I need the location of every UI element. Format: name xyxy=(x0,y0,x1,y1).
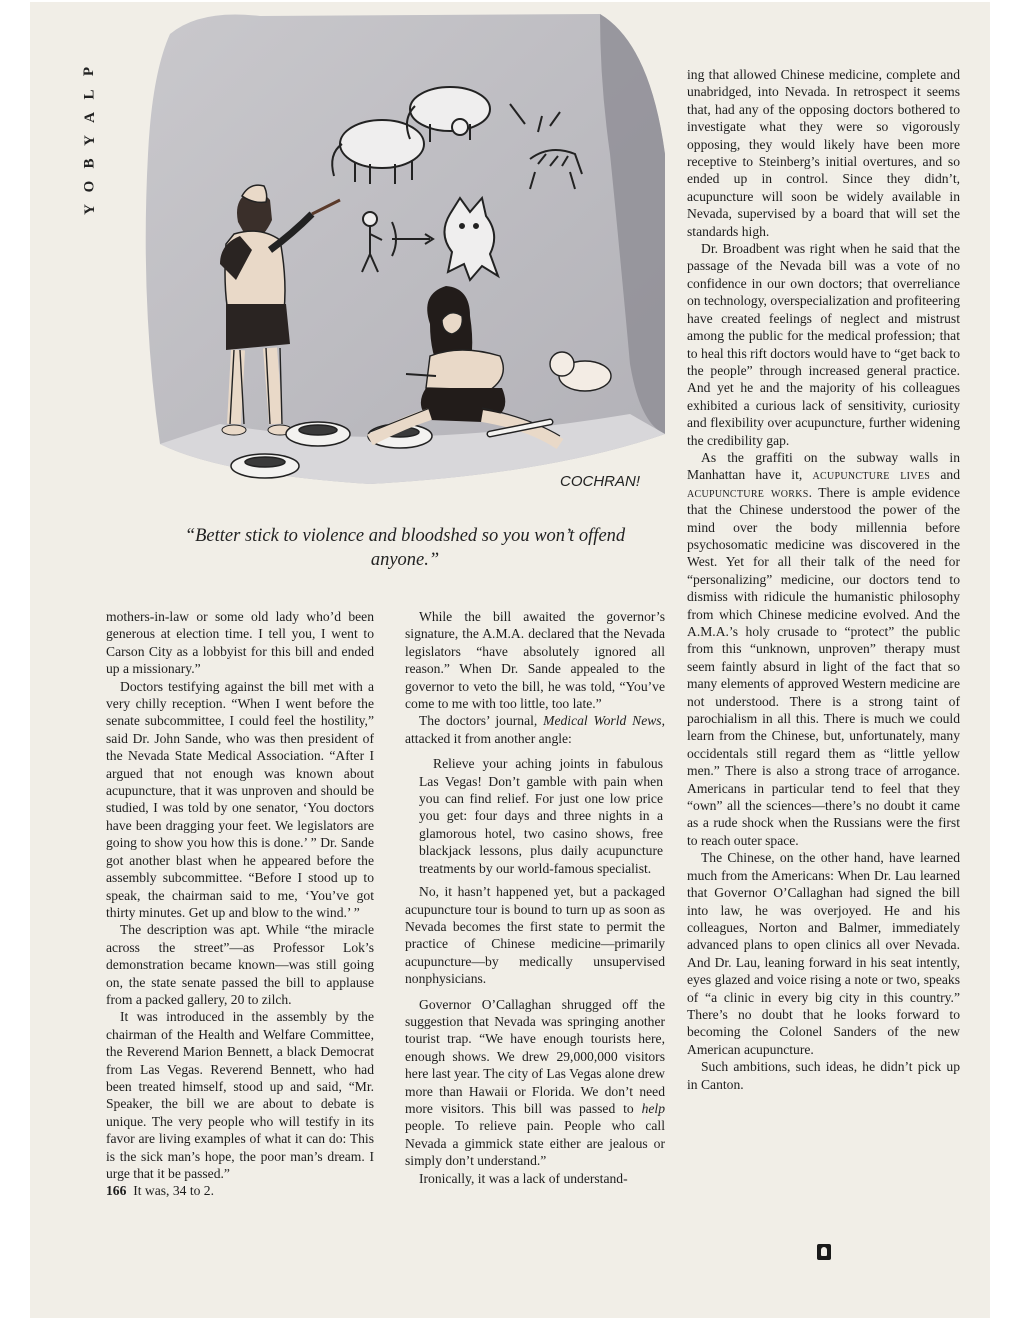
article-column-2 xyxy=(405,608,665,1187)
paragraph: No, it hasn’t happened yet, but a packaged acupuncture tour is bound to turn up as soon as Nevada becomes the first state to permit the practice of Chinese medicine—primarily acupuncture—by medically unsupervised nonphysicians. xyxy=(405,884,665,987)
journal-name: Medical World News xyxy=(543,713,662,729)
paragraph xyxy=(687,449,960,849)
paragraph: It was introduced in the assembly by the chairman of the Health and Welfare Committee, the Reverend Marion Bennett, a black Democrat from Las Vegas. Reverend Bennett, who had been treated himself, stood up and said, “Mr. Speaker, the bill we are about to debate is unique. The very people who will testify in its favor are living examples of what it can do: This is the sick man’s hope, the poor man’s dream. I urge that it be passed.” xyxy=(106,1009,374,1181)
text-run: As the graffiti on the subway walls in Manhattan have it, xyxy=(687,449,960,483)
paragraph: While the bill awaited the governor’s signature, the A.M.A. declared that the Nevada legislators “have absolutely ignored all reason.” When Dr. Sande appealed to the governor to veto the bill, he was told, “You’ve come to me with too little, too late.” xyxy=(405,609,665,712)
text-run: . There is ample evidence that the Chinese understood the power of the mind over the body millennia before psychosomatic medicine was discovered in the West. Yet for all their talk of the need for “personalizing” medicine, our doctors tend to dismiss with ridicule the humanistic philosophy from which Chinese medicine evolved. And the A.M.A.’s holy crusade to “protect” the public from this “unknown, unproven” therapy must seem faintly absurd in light of the fact that so many elements of approved Western medicine are not understood. There is a strong taint of parochialism in all this. There is much we could learn from the Chinese, but, unfortunately, many occidentals still regard them as “little yellow men.” There is also a strong trace of arrogance. Americans in particular tend to feel that they “own” all the sciences—there’s no doubt it came as a rude shock when the Russians were the first to reach outer space. xyxy=(687,484,960,848)
block-quote: Relieve your aching joints in fabulous Las Vegas! Don’t gamble with pain when you can find relief. For just one low price you get: four days and three nights in a glamorous hotel, two casino shows, free blackjack lessons, plus daily acupuncture treatments by our world-famous specialist. xyxy=(419,756,663,876)
article-column-3 xyxy=(687,66,960,1093)
cartoon-illustration xyxy=(130,4,670,494)
paragraph: mothers-in-law or some old lady who’d been generous at election time. I tell you, I went to Carson City as a lobbyist for this bill and ended up a missionary.” xyxy=(106,609,374,677)
cartoon-signature: COCHRAN! xyxy=(560,473,641,490)
paragraph: Doctors testifying against the bill met with a very chilly reception. “When I went before the senate subcommittee, I could feel the hostility,” said Dr. John Sande, who was then president of the Nevada State Medical Association. “After I argued that not enough was known about acupuncture, that it was unproven and should be studied, I was told by one senator, ‘You doctors have been dragging your feet. We legislators are going to show you how this is done.’ ” Dr. Sande got another blast when he appeared before the assembly subcommittee. “Before I stood up to speak, the chairman said to me, ‘You’ve got thirty minutes. Get up and blow to the wind.’ ” xyxy=(106,678,374,920)
magazine-page xyxy=(30,2,990,1318)
graffiti-text: acupuncture lives xyxy=(812,467,931,483)
end-mark-rabbit-icon xyxy=(817,1244,831,1260)
paragraph xyxy=(405,712,665,747)
paragraph: Ironically, it was a lack of understand- xyxy=(419,1170,628,1186)
paragraph: Dr. Broadbent was right when he said that the passage of the Nevada bill was a vote of no confidence in our own doctors; that overreliance on technology, overspecialization and profiteering have created feelings of neglect and mistrust among the public for the medical profession; that to heal this rift doctors would have to “get back to the people” through increased general practice. And yet he and the majority of his colleagues exhibited a curious lack of sensitivity, curiosity and flexibility over acupuncture, further widening the credibility gap. xyxy=(687,241,960,448)
text-run: people. To relieve pain. People who call Nevada a gimmick state either are jealous or simply don’t understand.” xyxy=(405,1118,665,1169)
emphasis: help xyxy=(641,1100,665,1116)
paragraph: It was, 34 to 2. xyxy=(133,1183,214,1199)
paragraph: ing that allowed Chinese medicine, complete and unabridged, into Nevada. In retrospect it seems that, had any of the opposing doctors bothered to investigate what they were so vigorously opposing, they would likely have been more receptive to Steinberg’s initial overtures, and so ended up in control. Since they didn’t, acupuncture will soon be widely available in Nevada, supervised by a board that will set the standards high. xyxy=(687,67,960,239)
paragraph: The description was apt. While “the miracle across the street”—as Professor Lok’s demonstration became known—was still going on, the state senate passed the bill to applause from a packed gallery, 20 to zilch. xyxy=(106,922,374,1007)
paragraph: The Chinese, on the other hand, have learned much from the Americans: When Dr. Lau learned that Governor O’Callaghan had signed the bill into law, he was overjoyed. He and his colleagues, Norton and Balmer, immediately advanced plans to open clinics all over Nevada. And Dr. Lau, leaning forward in his seat intently, eyes glazed and voice rising a note or two, speaks of “a clinic in every big city in this country.” There’s no doubt that he looks forward to becoming the Colonel Sanders of the new American acupuncture. xyxy=(687,850,960,1057)
text-run: and xyxy=(930,467,960,483)
running-head: P L A Y B O Y xyxy=(81,66,98,215)
text-run: Governor O’Callaghan shrugged off the suggestion that Nevada was springing another tourist trap. “We have enough tourists here, enough shows. We drew 29,000,000 visitors here last year. The city of Las Vegas alone drew more than Hawaii or Florida. We don’t need more visitors. This bill was passed to xyxy=(405,996,665,1116)
text-run: , attacked it from another angle: xyxy=(405,713,665,746)
text-run: The doctors’ journal, xyxy=(419,713,544,729)
page-number: 166 xyxy=(106,1183,127,1199)
graffiti-text: acupuncture works xyxy=(687,484,809,500)
paragraph: Such ambitions, such ideas, he didn’t pick up in Canton. xyxy=(687,1059,960,1092)
paragraph xyxy=(405,996,665,1170)
page-footer-line xyxy=(106,1182,374,1199)
article-column-1 xyxy=(106,608,374,1200)
cartoon-caption: “Better stick to violence and bloodshed so you won’t offend anyone.” xyxy=(184,526,626,570)
cave-wall xyxy=(146,14,665,484)
